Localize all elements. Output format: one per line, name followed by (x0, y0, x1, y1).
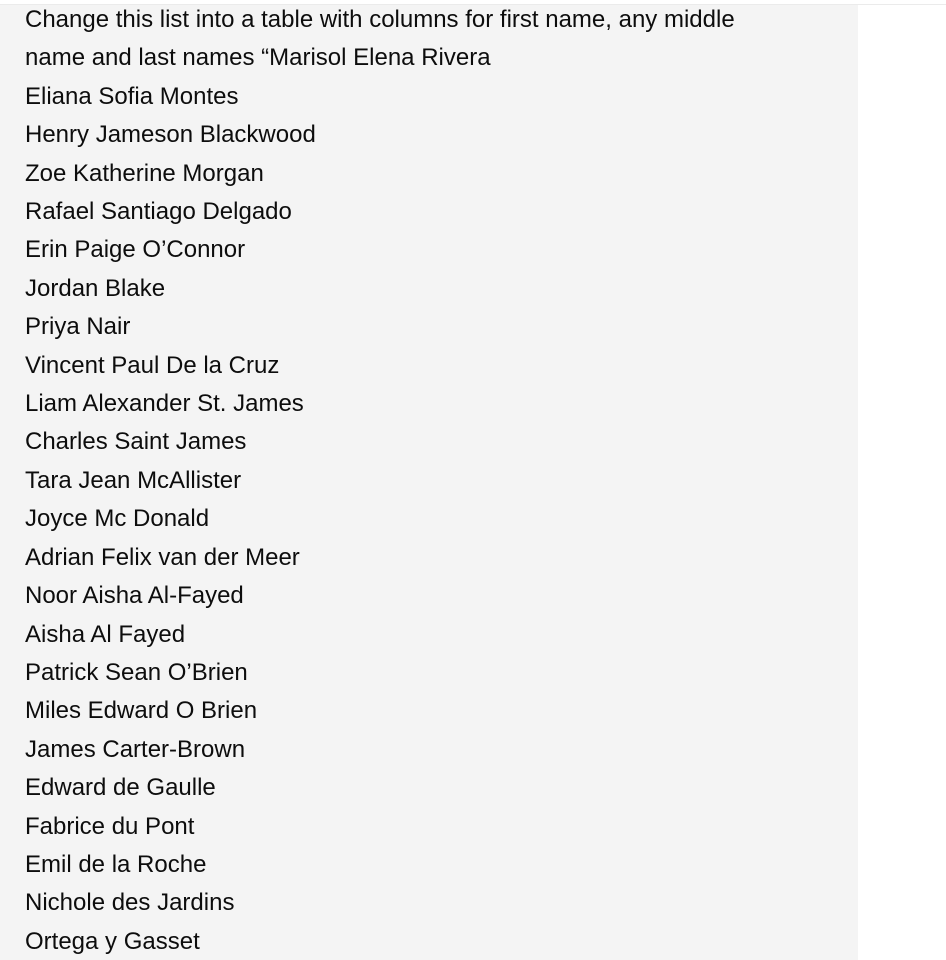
message-line-14: Joyce Mc Donald (25, 505, 210, 533)
message-line-13: Tara Jean McAllister (25, 466, 242, 494)
message-line-15: Adrian Felix van der Meer (25, 543, 300, 571)
message-line-6: Rafael Santiago Delgado (25, 198, 292, 226)
message-line-18: Patrick Sean O’Brien (25, 658, 248, 686)
message-line-2: name and last names “Marisol Elena Rivera (25, 44, 491, 72)
message-line-17: Aisha Al Fayed (25, 620, 186, 648)
message-line-24: Nichole des Jardins (25, 889, 235, 917)
message-line-4: Henry Jameson Blackwood (25, 121, 316, 149)
message-line-19: Miles Edward O Brien (25, 697, 258, 725)
message-line-16: Noor Aisha Al-Fayed (25, 582, 244, 610)
user-message-text (25, 5, 825, 960)
message-line-23: Emil de la Roche (25, 850, 207, 878)
message-line-9: Priya Nair (25, 313, 131, 341)
message-line-21: Edward de Gaulle (25, 774, 216, 802)
message-line-3: Eliana Sofia Montes (25, 82, 239, 110)
message-line-7: Erin Paige O’Connor (25, 236, 246, 264)
message-line-8: Jordan Blake (25, 274, 166, 302)
message-line-12: Charles Saint James (25, 428, 247, 456)
message-line-5: Zoe Katherine Morgan (25, 159, 264, 187)
message-line-20: James Carter-Brown (25, 735, 246, 763)
message-line-10: Vincent Paul De la Cruz (25, 351, 280, 379)
message-line-25: Ortega y Gasset (25, 927, 200, 955)
message-line-1: Change this list into a table with columns for first name, any middle (25, 6, 735, 33)
message-line-22: Fabrice du Pont (25, 812, 195, 840)
message-line-11: Liam Alexander St. James (25, 390, 304, 418)
user-message-bubble (0, 5, 858, 960)
